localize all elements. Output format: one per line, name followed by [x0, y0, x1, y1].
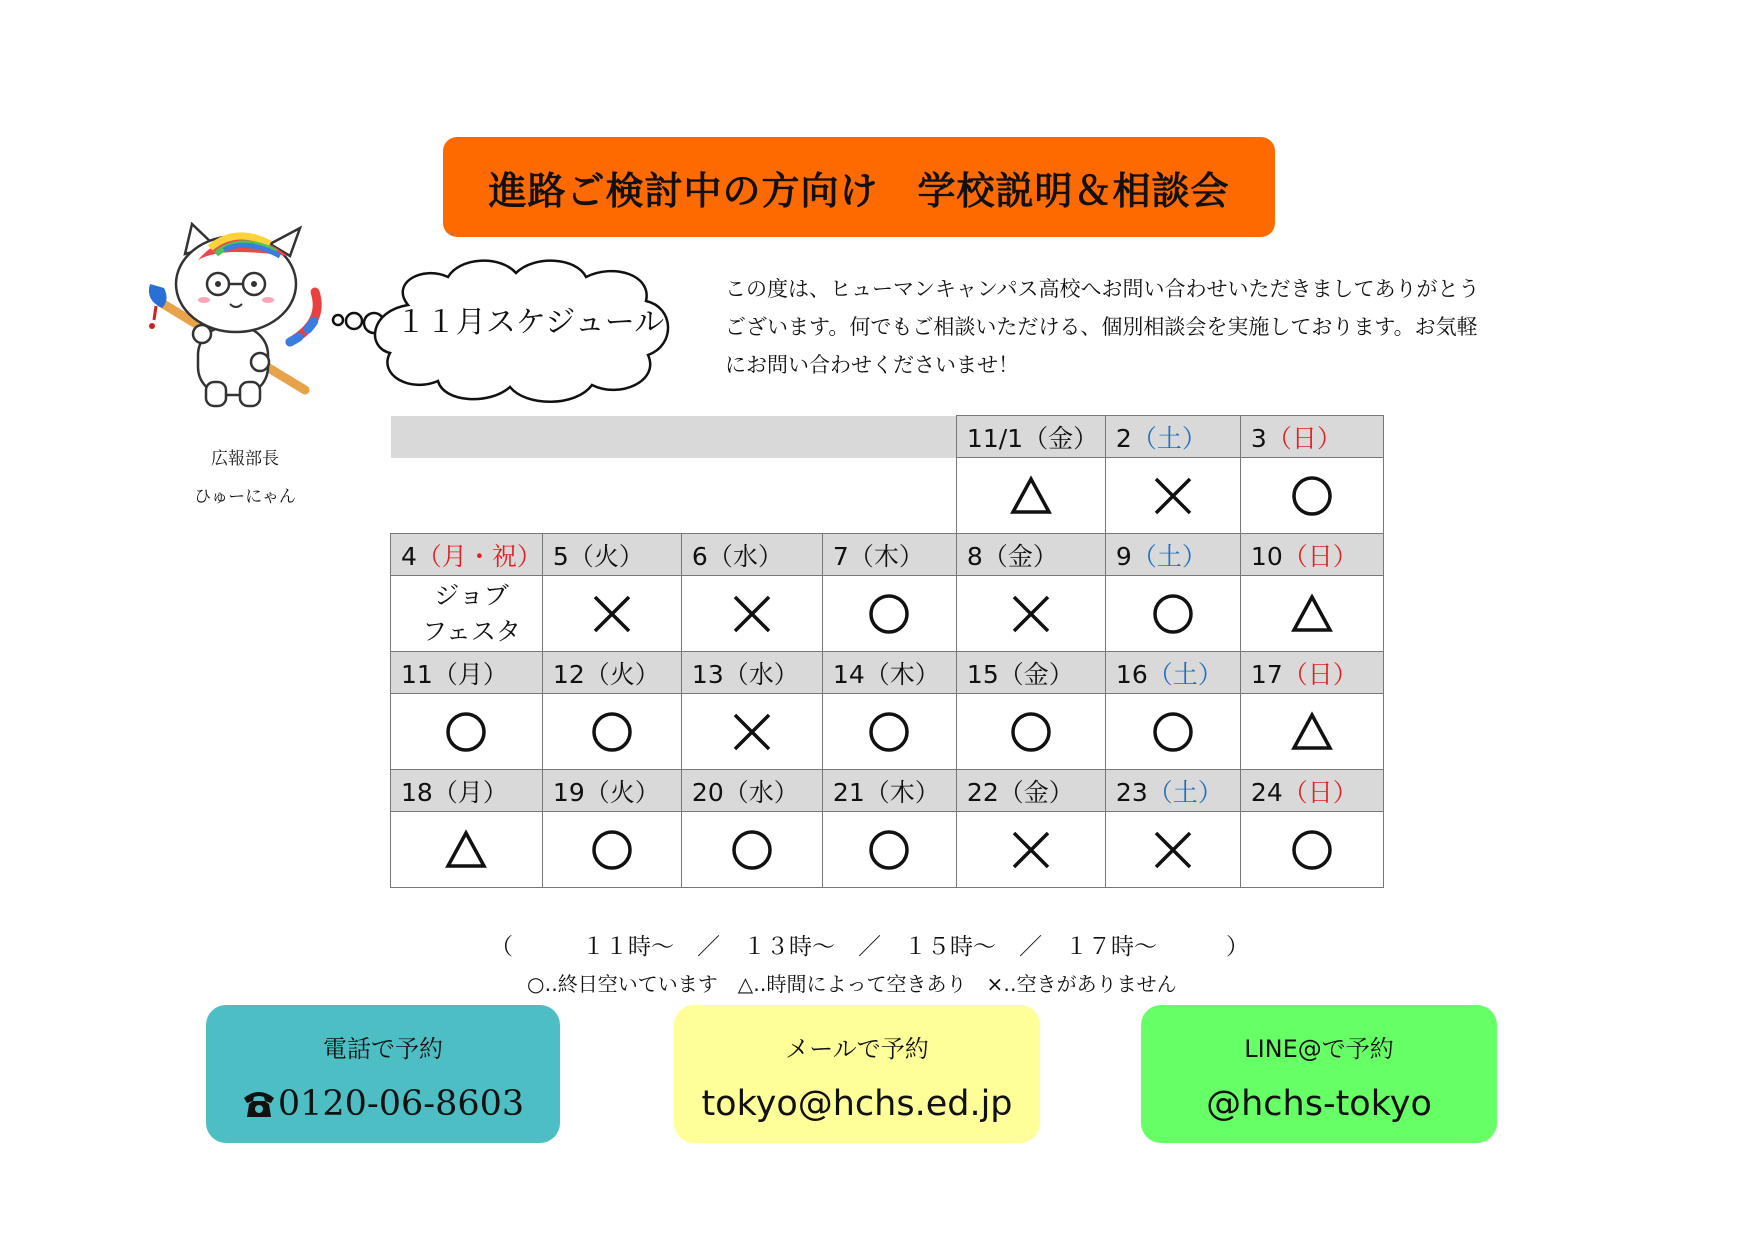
day-header: 12（火） [542, 652, 681, 694]
day-header: 9（土） [1105, 534, 1240, 576]
availability-cell [1240, 694, 1383, 770]
availability-cell [1105, 576, 1240, 652]
intro-line: この度は、ヒューマンキャンパス高校へお問い合わせいただきましてありがとう [725, 277, 1480, 301]
phone-reservation-title: 電話で予約 [323, 1035, 443, 1063]
circle-icon [1009, 710, 1053, 754]
availability-cell [681, 812, 822, 888]
symbol-legend: ○‥終日空いています △‥時間によって空きあり ×‥空きがありません [527, 972, 1177, 996]
day-header: 6（水） [681, 534, 822, 576]
circle-icon [867, 592, 911, 636]
availability-cell [956, 812, 1105, 888]
title-banner [443, 137, 1275, 237]
availability-cell [542, 812, 681, 888]
page-title: 進路ご検討中の方向け 学校説明＆相談会 [488, 168, 1230, 213]
circle-icon [1151, 592, 1195, 636]
cross-icon [1009, 828, 1053, 872]
phone-reservation-box[interactable] [206, 1005, 560, 1143]
availability-cell [391, 694, 543, 770]
day-header: 5（火） [542, 534, 681, 576]
intro-line: ございます。何でもご相談いただける、個別相談会を実施しております。お気軽 [725, 315, 1478, 339]
availability-cell [1105, 694, 1240, 770]
day-header: 18（月） [391, 770, 543, 812]
availability-cell [956, 458, 1105, 534]
availability-cell [822, 694, 956, 770]
mascot-name: ひゅーにゃん [194, 487, 296, 507]
circle-icon [590, 828, 634, 872]
day-header: 4（月・祝） [391, 534, 543, 576]
line-id[interactable]: @hchs-tokyo [1206, 1084, 1432, 1124]
day-header: 23（土） [1105, 770, 1240, 812]
availability-cell [956, 576, 1105, 652]
mascot-role: 広報部長 [211, 449, 279, 469]
day-header: 17（日） [1240, 652, 1383, 694]
day-header: 11/1（金） [956, 416, 1105, 458]
mail-reservation-title: メールで予約 [785, 1035, 929, 1063]
availability-cell [391, 812, 543, 888]
triangle-icon [1290, 710, 1334, 754]
day-header: 11（月） [391, 652, 543, 694]
time-slots: （ １１時～ ／ １３時～ ／ １５時～ ／ １７時～ ） [490, 934, 1249, 960]
availability-cell [681, 576, 822, 652]
triangle-icon [1290, 592, 1334, 636]
cross-icon [1151, 828, 1195, 872]
cross-icon [1009, 592, 1053, 636]
day-header: 20（水） [681, 770, 822, 812]
phone-number[interactable]: 0120-06-8603 [242, 1084, 524, 1124]
event-note: ジョブ フェスタ [391, 576, 543, 652]
availability-cell [1105, 458, 1240, 534]
day-header: 19（火） [542, 770, 681, 812]
day-header: 7（木） [822, 534, 956, 576]
intro-line: にお問い合わせくださいませ！ [725, 353, 1019, 377]
availability-cell [822, 812, 956, 888]
cross-icon [730, 592, 774, 636]
day-header: 13（水） [681, 652, 822, 694]
schedule-heading: １１月スケジュール [395, 305, 665, 340]
circle-icon [444, 710, 488, 754]
availability-cell [822, 576, 956, 652]
availability-cell [1240, 812, 1383, 888]
day-header: 3（日） [1240, 416, 1383, 458]
day-header: 24（日） [1240, 770, 1383, 812]
circle-icon [867, 710, 911, 754]
availability-cell [681, 694, 822, 770]
availability-cell [956, 694, 1105, 770]
availability-cell [542, 694, 681, 770]
day-header: 8（金） [956, 534, 1105, 576]
circle-icon [1151, 710, 1195, 754]
day-header: 14（木） [822, 652, 956, 694]
circle-icon [730, 828, 774, 872]
mail-reservation-box[interactable] [674, 1005, 1040, 1143]
day-header: 16（土） [1105, 652, 1240, 694]
availability-cell [1240, 576, 1383, 652]
line-reservation-title: LINE@で予約 [1244, 1035, 1394, 1063]
availability-cell [1105, 812, 1240, 888]
schedule-calendar [390, 415, 1384, 888]
phone-icon [242, 1089, 276, 1119]
day-header: 21（木） [822, 770, 956, 812]
circle-icon [590, 710, 634, 754]
day-header: 22（金） [956, 770, 1105, 812]
cross-icon [590, 592, 634, 636]
line-reservation-box[interactable] [1141, 1005, 1497, 1143]
triangle-icon [444, 828, 488, 872]
mail-address[interactable]: tokyo@hchs.ed.jp [701, 1084, 1013, 1124]
triangle-icon [1009, 474, 1053, 518]
availability-cell [542, 576, 681, 652]
circle-icon [867, 828, 911, 872]
day-header: 10（日） [1240, 534, 1383, 576]
day-header: 2（土） [1105, 416, 1240, 458]
cross-icon [1151, 474, 1195, 518]
day-header: 15（金） [956, 652, 1105, 694]
availability-cell [1240, 458, 1383, 534]
circle-icon [1290, 474, 1334, 518]
circle-icon [1290, 828, 1334, 872]
mascot-illustration [140, 222, 330, 412]
cross-icon [730, 710, 774, 754]
intro-text [725, 270, 1525, 384]
